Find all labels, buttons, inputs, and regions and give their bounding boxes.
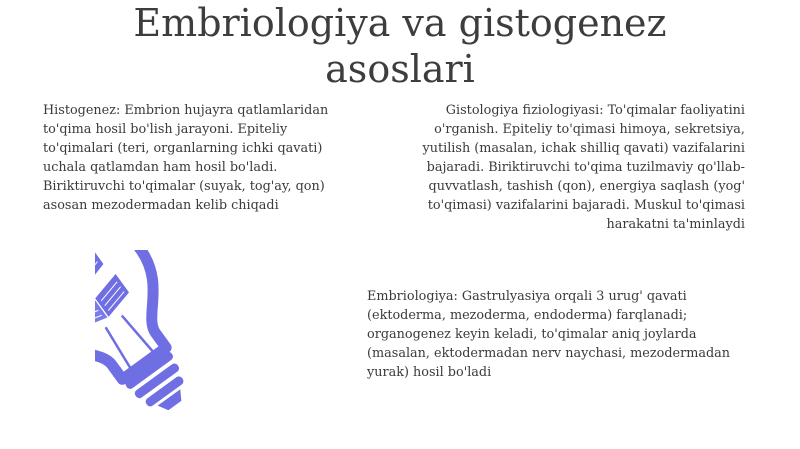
slide-title: Embriologiya va gistogenez asoslari — [133, 1, 667, 91]
lightbulb-book-icon — [95, 250, 310, 410]
physiology-text: Gistologiya fiziologiyasi: To'qimalar faoliyatini o'rganish. Epiteliy to'qimasi himoya, sekretsiya, yutilish (masalan, ichak shilliq qavati) vazifalarini bajaradi. Biriktiruvchi to'qima tuzilmaviy qo'llab-quvvatlash, tashish (qon), energiya saqlash (yog' to'qimasi) vazifalarini bajaradi. Muskul to'qimasi harakatni ta'minlaydi — [422, 103, 745, 232]
embryology-text: Embriologiya: Gastrulyasiya orqali 3 urug' qavati (ektoderma, mezoderma, endoderma) farqlanadi; organogenez keyin keladi, to'qimalar aniq joylarda (masalan, ektodermadan nerv naychasi, mezodermadan yurak) hosil bo'ladi — [367, 289, 731, 380]
histogenesis-text: Histogenez: Embrion hujayra qatlamlaridan to'qima hosil bo'lish jarayoni. Epiteliy to'qimalari (teri, organlarning ichki qavati) uchala qatlamdan ham hosil bo'ladi. Biriktiruvchi to'qimalar (suyak, tog'ay, qon) asosan mezodermadan kelib chiqadi — [43, 103, 329, 213]
